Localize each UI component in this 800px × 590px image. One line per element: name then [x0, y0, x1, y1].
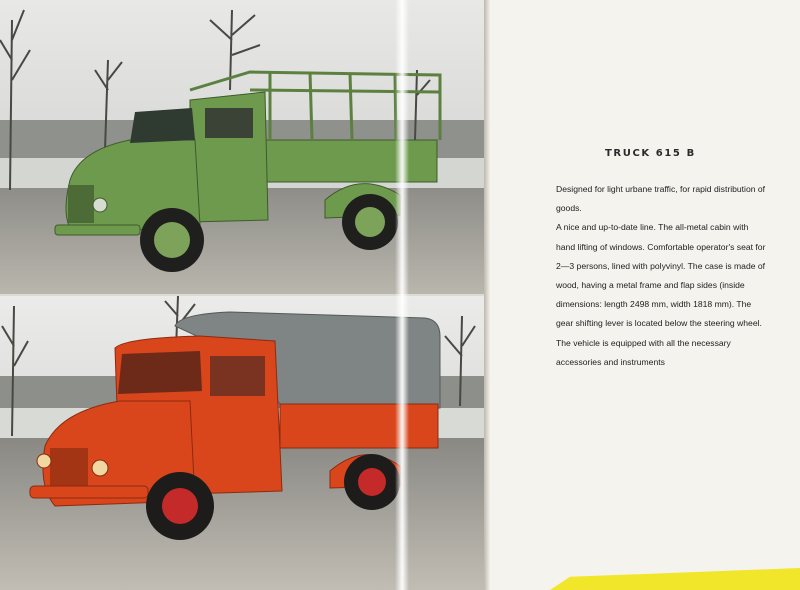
page-crease [395, 0, 409, 590]
description-paragraph: A nice and up-to-date line. The all-metal cabin with hand lifting of windows. Comfortable operator's seat for 2—3 persons, lined with polyvinyl. The case is made of wood, having a metal frame and flap sides (inside dimensions: length 2498 mm, width 1818 mm). The gear shifting lever is located below the steering wheel. The vehicle is equipped with all the necessary accessories and instruments [556, 222, 766, 367]
page-title: TRUCK 615 B [605, 148, 696, 159]
green-truck-photo [0, 0, 484, 294]
yellow-accent-strip [550, 568, 800, 590]
description-paragraph: Designed for light urbane traffic, for rapid distribution of goods. [556, 184, 766, 214]
description [556, 180, 766, 372]
text-page [490, 0, 800, 590]
red-truck-photo [0, 296, 484, 590]
